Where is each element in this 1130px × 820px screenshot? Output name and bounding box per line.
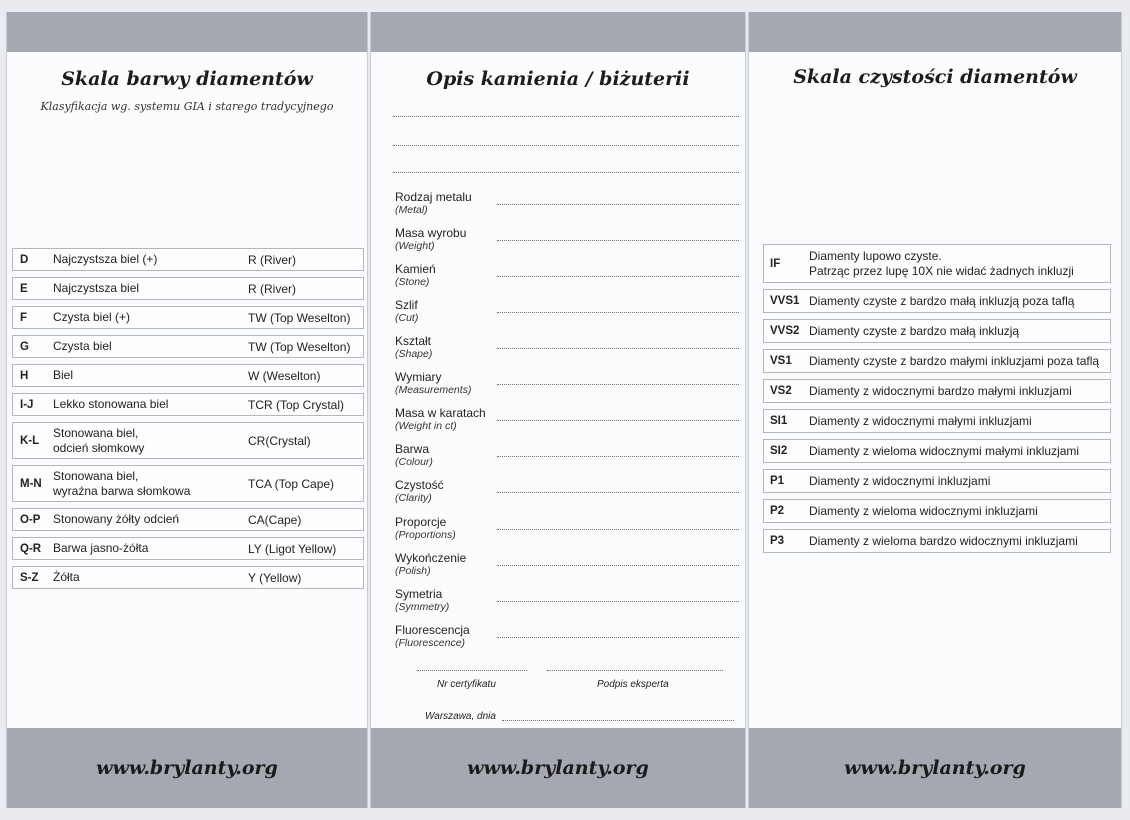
trade-name: R (River)	[248, 252, 296, 267]
footer-band	[371, 728, 745, 808]
table-row	[763, 469, 1111, 493]
form-line	[497, 456, 739, 457]
table-row	[12, 422, 364, 459]
form-label-symmetry: Symetria (Symmetry)	[395, 587, 450, 613]
clarity-description: Diamenty z wieloma widocznymi małymi inkluzjami	[809, 443, 1080, 458]
grade-description: Biel	[53, 368, 74, 382]
description-line: Diamenty lupowo czyste.	[809, 248, 942, 263]
form-label-clarity: Czystość (Clarity)	[395, 478, 444, 504]
grade-description: Najczystsza biel (+)	[53, 252, 158, 266]
form-line	[497, 312, 739, 313]
grade-code: O-P	[20, 513, 41, 526]
table-row	[763, 379, 1111, 403]
description-line: odcień słomkowy	[53, 440, 145, 455]
place-date-label: Warszawa, dnia	[425, 711, 496, 722]
trade-name: TW (Top Weselton)	[248, 310, 351, 325]
clarity-code: VVS2	[770, 325, 800, 337]
form-label-measurements: Wymiary (Measurements)	[395, 370, 472, 396]
color-scale-table	[12, 248, 364, 595]
blank-line	[393, 116, 739, 117]
form-line	[497, 276, 739, 277]
table-row	[12, 277, 364, 300]
stone-description-panel	[370, 12, 746, 808]
clarity-scale-title: Skala czystości diamentów	[793, 66, 1077, 88]
table-row	[763, 244, 1111, 283]
trade-name: LY (Ligot Yellow)	[248, 541, 337, 556]
clarity-scale-table	[763, 244, 1111, 559]
clarity-code: VVS1	[770, 295, 800, 307]
grade-code: Q-R	[20, 542, 42, 555]
form-line	[497, 601, 739, 602]
signature-line	[547, 670, 723, 671]
form-label-fluorescence: Fluorescencja (Fluorescence)	[395, 623, 470, 649]
clarity-code: VS2	[770, 385, 792, 397]
certificate-line	[417, 670, 527, 671]
clarity-description: Diamenty z wieloma widocznymi inkluzjami	[809, 503, 1038, 518]
form-label-weight: Masa wyrobu (Weight)	[395, 226, 467, 252]
grade-code: G	[20, 340, 29, 353]
grade-description: Stonowany żółty odcień	[53, 512, 180, 526]
table-row	[12, 248, 364, 271]
top-band	[749, 12, 1121, 52]
form-line	[497, 529, 739, 530]
grade-code: E	[20, 282, 28, 295]
table-row	[12, 393, 364, 416]
color-scale-subtitle: Klasyfikacja wg. systemu GIA i starego tradycyjnego	[40, 100, 334, 113]
grade-description: Najczystsza biel	[53, 281, 140, 295]
table-row	[763, 289, 1111, 313]
website-url: www.brylanty.org	[96, 757, 278, 779]
table-row	[763, 529, 1111, 553]
form-line	[497, 204, 739, 205]
trade-name: TCA (Top Cape)	[248, 476, 335, 491]
grade-description	[53, 426, 248, 456]
form-label-carat: Masa w karatach (Weight in ct)	[395, 406, 486, 432]
clarity-code: P2	[770, 505, 785, 517]
grade-description: Żółta	[53, 570, 80, 584]
table-row	[12, 364, 364, 387]
grade-code: I-J	[20, 398, 34, 411]
trade-name: W (Weselton)	[248, 368, 321, 383]
color-scale-panel	[6, 12, 368, 808]
grade-code: M-N	[20, 477, 42, 490]
table-row	[12, 335, 364, 358]
form-line	[497, 492, 739, 493]
table-row	[763, 349, 1111, 373]
trade-name: TCR (Top Crystal)	[248, 397, 345, 412]
clarity-description	[809, 249, 1110, 279]
grade-code: K-L	[20, 434, 40, 447]
description-line: Stonowana biel,	[53, 425, 139, 440]
form-label-metal: Rodzaj metalu (Metal)	[395, 190, 472, 216]
table-row	[12, 465, 364, 502]
description-line: Patrząc przez lupę 10X nie widać żadnych inkluzji	[809, 263, 1074, 278]
date-line	[502, 720, 734, 721]
table-row	[763, 319, 1111, 343]
form-line	[497, 420, 739, 421]
table-row	[12, 508, 364, 531]
clarity-scale-panel	[748, 12, 1122, 808]
table-row	[12, 306, 364, 329]
blank-line	[393, 172, 739, 173]
form-label-shape: Kształt (Shape)	[395, 334, 433, 360]
form-line	[497, 240, 739, 241]
website-url: www.brylanty.org	[467, 757, 649, 779]
form-line	[497, 637, 739, 638]
clarity-description: Diamenty z widocznymi małymi inkluzjami	[809, 413, 1032, 428]
clarity-code: P1	[770, 475, 785, 487]
table-row	[12, 566, 364, 589]
grade-code: F	[20, 311, 28, 324]
clarity-description: Diamenty czyste z bardzo małą inkluzją poza taflą	[809, 293, 1075, 308]
trade-name: TW (Top Weselton)	[248, 339, 351, 354]
clarity-code: P3	[770, 535, 785, 547]
grade-description	[53, 469, 248, 499]
trade-name: CR(Crystal)	[248, 433, 311, 448]
clarity-description: Diamenty czyste z bardzo małą inkluzją	[809, 323, 1020, 338]
trade-name: Y (Yellow)	[248, 570, 302, 585]
clarity-description: Diamenty z wieloma bardzo widocznymi inkluzjami	[809, 533, 1078, 548]
footer-band	[749, 728, 1121, 808]
clarity-description: Diamenty z widocznymi bardzo małymi inkluzjami	[809, 383, 1072, 398]
trade-name: CA(Cape)	[248, 512, 302, 527]
form-line	[497, 384, 739, 385]
color-scale-title: Skala barwy diamentów	[61, 68, 313, 90]
top-band	[7, 12, 367, 52]
form-line	[497, 565, 739, 566]
trade-name: R (River)	[248, 281, 296, 296]
grade-code: S-Z	[20, 571, 39, 584]
form-label-polish: Wykończenie (Polish)	[395, 551, 467, 577]
form-line	[497, 348, 739, 349]
clarity-code: SI2	[770, 445, 788, 457]
table-row	[763, 499, 1111, 523]
stone-description-title: Opis kamienia / biżuterii	[426, 68, 690, 90]
grade-description: Barwa jasno-żółta	[53, 541, 149, 555]
form-label-colour: Barwa (Colour)	[395, 442, 433, 468]
signature-caption: Podpis eksperta	[597, 679, 669, 690]
table-row	[763, 409, 1111, 433]
grade-description: Lekko stonowana biel	[53, 397, 169, 411]
form-label-cut: Szlif (Cut)	[395, 298, 419, 324]
grade-description: Czysta biel	[53, 339, 112, 353]
grade-description: Czysta biel (+)	[53, 310, 131, 324]
clarity-code: IF	[770, 257, 781, 270]
certificate-caption: Nr certyfikatu	[437, 679, 496, 690]
website-url: www.brylanty.org	[844, 757, 1026, 779]
top-band	[371, 12, 745, 52]
table-row	[763, 439, 1111, 463]
clarity-description: Diamenty z widocznymi inkluzjami	[809, 473, 991, 488]
form-label-stone: Kamień (Stone)	[395, 262, 436, 288]
description-line: Stonowana biel,	[53, 468, 139, 483]
blank-line	[393, 145, 739, 146]
clarity-code: SI1	[770, 415, 788, 427]
table-row	[12, 537, 364, 560]
description-line: wyraźna barwa słomkowa	[53, 483, 191, 498]
grade-code: D	[20, 253, 29, 266]
clarity-description: Diamenty czyste z bardzo małymi inkluzjami poza taflą	[809, 353, 1100, 368]
clarity-code: VS1	[770, 355, 792, 367]
footer-band	[7, 728, 367, 808]
form-label-proportions: Proporcje (Proportions)	[395, 515, 456, 541]
grade-code: H	[20, 369, 29, 382]
